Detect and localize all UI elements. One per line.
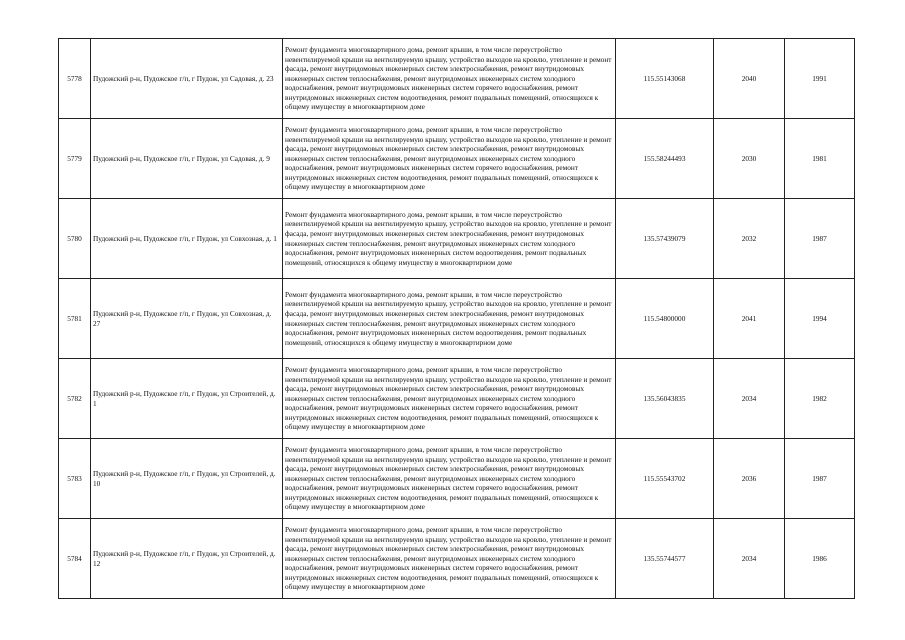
area-cell: 135.57439079 <box>616 199 714 279</box>
address-cell: Пудожский р-н, Пудожское г/п, г Пудож, ул Совхозная, д. 1 <box>91 199 283 279</box>
build-year-cell: 1987 <box>785 199 855 279</box>
address-cell: Пудожский р-н, Пудожское г/п, г Пудож, ул Строителей, д. 1 <box>91 359 283 439</box>
repair-year-cell: 2030 <box>714 119 785 199</box>
works-cell: Ремонт фундамента многоквартирного дома, ремонт крыши, в том числе переустройство невентилируемой крыши на вентилируемую крышу, устройство выходов на кровлю, утепление и ремонт фасада, ремонт внутридомовых инженерных систем электроснабжения, ремонт внутридомовых инженерных систем теплоснабжения, ремонт внутридомовых инженерных систем холодного водоснабжения, ремонт внутридомовых инженерных систем горячего водоснабжения, ремонт внутридомовых инженерных систем водоотведения, ремонт подвальных помещений, относящихся к общему имуществу в многоквартирном доме <box>283 359 616 439</box>
build-year-cell: 1982 <box>785 359 855 439</box>
row-number: 5783 <box>59 439 91 519</box>
row-number: 5780 <box>59 199 91 279</box>
row-number: 5781 <box>59 279 91 359</box>
row-number: 5779 <box>59 119 91 199</box>
build-year-cell: 1981 <box>785 119 855 199</box>
row-number: 5784 <box>59 519 91 599</box>
area-cell: 135.56043835 <box>616 359 714 439</box>
table-row <box>59 439 855 519</box>
area-cell: 135.55744577 <box>616 519 714 599</box>
table-row <box>59 119 855 199</box>
area-cell: 115.54800000 <box>616 279 714 359</box>
build-year-cell: 1994 <box>785 279 855 359</box>
address-cell: Пудожский р-н, Пудожское г/п, г Пудож, ул Строителей, д. 10 <box>91 439 283 519</box>
works-cell: Ремонт фундамента многоквартирного дома, ремонт крыши, в том числе переустройство невентилируемой крыши на вентилируемую крышу, устройство выходов на кровлю, утепление и ремонт фасада, ремонт внутридомовых инженерных систем электроснабжения, ремонт внутридомовых инженерных систем теплоснабжения, ремонт внутридомовых инженерных систем холодного водоснабжения, ремонт внутридомовых инженерных систем горячего водоснабжения, ремонт внутридомовых инженерных систем водоотведения, ремонт подвальных помещений, относящихся к общему имуществу в многоквартирном доме <box>283 439 616 519</box>
build-year-cell: 1986 <box>785 519 855 599</box>
address-cell: Пудожский р-н, Пудожское г/п, г Пудож, ул Совхозная, д. 27 <box>91 279 283 359</box>
works-cell: Ремонт фундамента многоквартирного дома, ремонт крыши, в том числе переустройство невентилируемой крыши на вентилируемую крышу, устройство выходов на кровлю, утепление и ремонт фасада, ремонт внутридомовых инженерных систем электроснабжения, ремонт внутридомовых инженерных систем теплоснабжения, ремонт внутридомовых инженерных систем холодного водоснабжения, ремонт внутридомовых инженерных систем водоотведения, ремонт подвальных помещений, относящихся к общему имуществу в многоквартирном доме <box>283 279 616 359</box>
works-cell: Ремонт фундамента многоквартирного дома, ремонт крыши, в том числе переустройство невентилируемой крыши на вентилируемую крышу, устройство выходов на кровлю, утепление и ремонт фасада, ремонт внутридомовых инженерных систем электроснабжения, ремонт внутридомовых инженерных систем теплоснабжения, ремонт внутридомовых инженерных систем холодного водоснабжения, ремонт внутридомовых инженерных систем горячего водоснабжения, ремонт внутридомовых инженерных систем водоотведения, ремонт подвальных помещений, относящихся к общему имуществу в многоквартирном доме <box>283 519 616 599</box>
repair-year-cell: 2034 <box>714 519 785 599</box>
repair-year-cell: 2032 <box>714 199 785 279</box>
repair-year-cell: 2034 <box>714 359 785 439</box>
row-number: 5782 <box>59 359 91 439</box>
works-cell: Ремонт фундамента многоквартирного дома, ремонт крыши, в том числе переустройство невентилируемой крыши на вентилируемую крышу, устройство выходов на кровлю, утепление и ремонт фасада, ремонт внутридомовых инженерных систем электроснабжения, ремонт внутридомовых инженерных систем теплоснабжения, ремонт внутридомовых инженерных систем холодного водоснабжения, ремонт внутридомовых инженерных систем горячего водоснабжения, ремонт внутридомовых инженерных систем водоотведения, ремонт подвальных помещений, относящихся к общему имуществу в многоквартирном доме <box>283 119 616 199</box>
row-number: 5778 <box>59 39 91 119</box>
address-cell: Пудожский р-н, Пудожское г/п, г Пудож, ул Садовая, д. 23 <box>91 39 283 119</box>
works-cell: Ремонт фундамента многоквартирного дома, ремонт крыши, в том числе переустройство невентилируемой крыши на вентилируемую крышу, устройство выходов на кровлю, утепление и ремонт фасада, ремонт внутридомовых инженерных систем электроснабжения, ремонт внутридомовых инженерных систем теплоснабжения, ремонт внутридомовых инженерных систем холодного водоснабжения, ремонт внутридомовых инженерных систем горячего водоснабжения, ремонт внутридомовых инженерных систем водоотведения, ремонт подвальных помещений, относящихся к общему имуществу в многоквартирном доме <box>283 39 616 119</box>
table-row <box>59 519 855 599</box>
repair-year-cell: 2040 <box>714 39 785 119</box>
area-cell: 115.55543702 <box>616 439 714 519</box>
build-year-cell: 1987 <box>785 439 855 519</box>
address-cell: Пудожский р-н, Пудожское г/п, г Пудож, ул Строителей, д. 12 <box>91 519 283 599</box>
table-row <box>59 359 855 439</box>
table-row <box>59 39 855 119</box>
build-year-cell: 1991 <box>785 39 855 119</box>
capital-repair-table <box>58 38 855 599</box>
table-row <box>59 279 855 359</box>
repair-year-cell: 2036 <box>714 439 785 519</box>
repair-year-cell: 2041 <box>714 279 785 359</box>
area-cell: 155.58244493 <box>616 119 714 199</box>
table-row <box>59 199 855 279</box>
address-cell: Пудожский р-н, Пудожское г/п, г Пудож, ул Садовая, д. 9 <box>91 119 283 199</box>
area-cell: 115.55143068 <box>616 39 714 119</box>
works-cell: Ремонт фундамента многоквартирного дома, ремонт крыши, в том числе переустройство невентилируемой крыши на вентилируемую крышу, устройство выходов на кровлю, утепление и ремонт фасада, ремонт внутридомовых инженерных систем электроснабжения, ремонт внутридомовых инженерных систем теплоснабжения, ремонт внутридомовых инженерных систем холодного водоснабжения, ремонт внутридомовых инженерных систем водоотведения, ремонт подвальных помещений, относящихся к общему имуществу в многоквартирном доме <box>283 199 616 279</box>
